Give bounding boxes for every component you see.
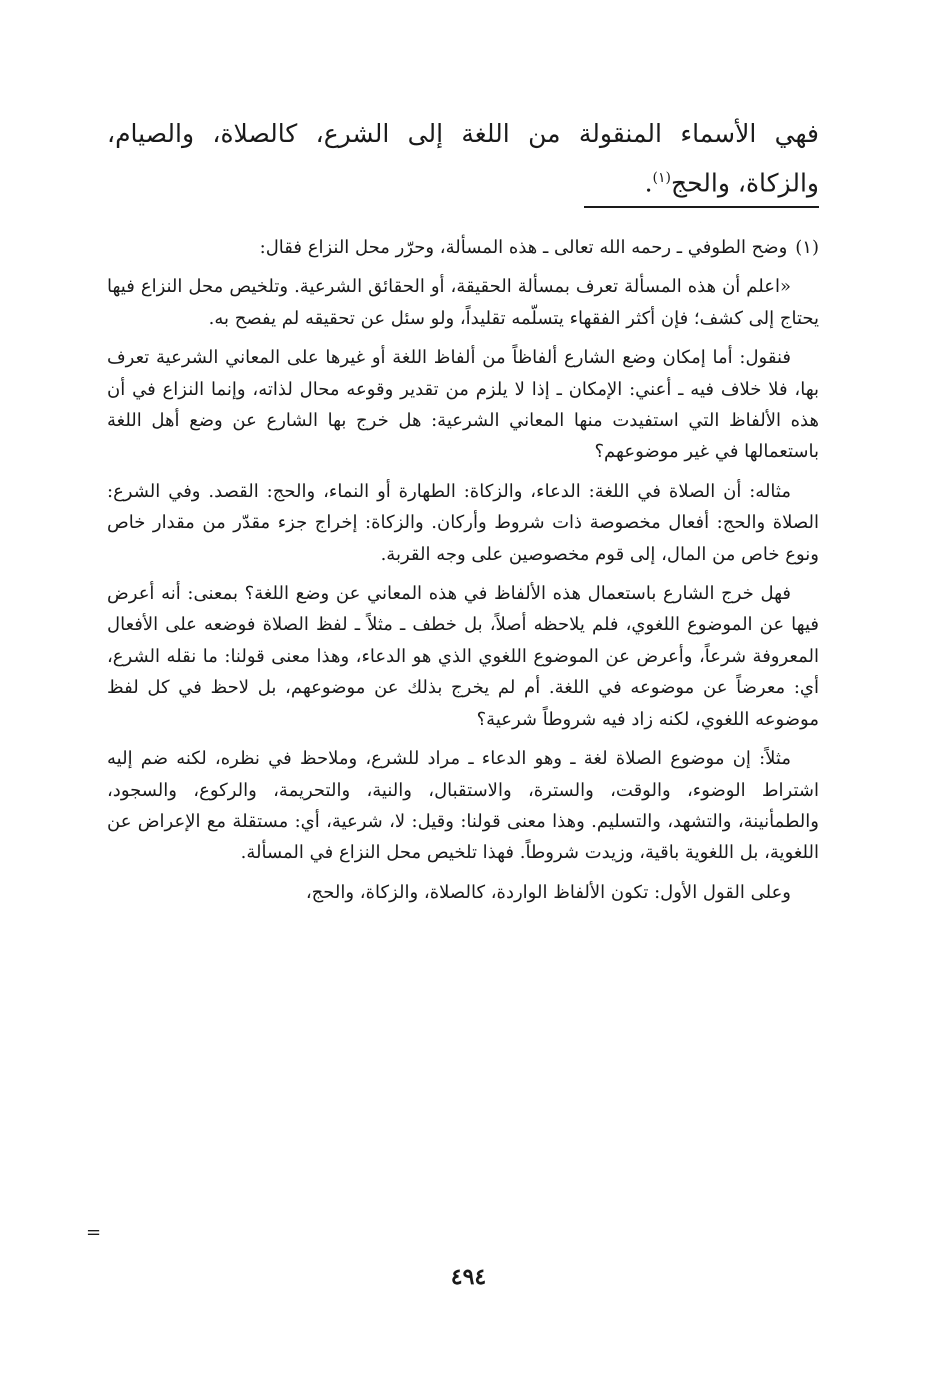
main-text-block: [107, 112, 819, 205]
continuation-mark: =: [86, 1222, 102, 1243]
footnote-paragraph-4: فهل خرج الشارع باستعمال هذه الألفاظ في هذه المعاني عن وضع اللغة؟ بمعنى: أنه أعرض فيها عن الموضوع اللغوي، فلم يلاحظه أصلاً، بل خطف ـ مثلاً ـ لفظ الصلاة فوضعه على الأفعال المعروفة شرعاً، وأعرض عن الموضوع اللغوي الذي هو الدعاء، وهذا معنى قولنا: ما نقله الشرع، أي: معرضاً عن موضوعه في اللغة. أم لم يخرج بذلك عن موضوعهم، بل لاحظ في كل لفظ موضوعه اللغوي، لكنه زاد فيه شروطاً شرعية؟: [107, 583, 819, 730]
footnote-intro-line: [107, 232, 819, 263]
footnote-paragraph-3: مثاله: أن الصلاة في اللغة: الدعاء، والزكاة: الطهارة أو النماء، والحج: القصد. وفي الشرع: الصلاة والحج: أفعال مخصوصة ذات شروط وأركان. والزكاة: إخراج جزء مقدّر من مقدار خاص ونوع خاص من المال، إلى قوم مخصوصين على وجه القربة.: [107, 480, 819, 565]
footnote-marker: (١): [795, 237, 819, 258]
footnote-reference: (١): [652, 170, 672, 186]
page-number: ٤٩٤: [450, 1264, 487, 1290]
footnote-paragraph-5: مثلاً: إن موضوع الصلاة لغة ـ وهو الدعاء ـ مراد للشرع، وملاحظ في نظره، لكنه ضم إليه اشتراط الوضوء، والوقت، والسترة، والاستقبال، والنية، والتحريمة، والركوع، والسجود، والطمأنينة، والتشهد، والتسليم. وهذا معنى قولنا: وقيل: لا، شرعية، أي: مستقلة مع الإعراض عن اللغوية، بل اللغوية باقية، وزيدت شروطاً. فهذا تلخيص محل النزاع في المسألة.: [107, 748, 819, 864]
footnote-paragraph-2: فنقول: أما إمكان وضع الشارع ألفاظاً من ألفاظ اللغة أو غيرها على المعاني الشرعية تعرف بها، فلا خلاف فيه ـ أعني: الإمكان ـ إذا لا يلزم من تقدير وقوعه محال لذاته، وإنما النزاع في أن هذه الألفاظ التي استفيدت منها المعاني الشرعية: هل خرج بها الشارع عن وضع أهل اللغة باستعمالها في غير موضوعهم؟: [107, 347, 819, 463]
main-paragraph: [107, 112, 819, 205]
footnote-paragraph-1: «اعلم أن هذه المسألة تعرف بمسألة الحقيقة، أو الحقائق الشرعية. وتلخيص محل النزاع فيها يحتاج إلى كشف؛ فإن أكثر الفقهاء يتسلّمه تقليداً، ولو سئل عن تحقيقه لم يفصح به.: [107, 276, 819, 329]
footnote-block: [107, 232, 819, 916]
footnote-paragraph-6: وعلى القول الأول: تكون الألفاظ الواردة، كالصلاة، والزكاة، والحج،: [305, 881, 791, 903]
footnote-divider: [584, 206, 819, 208]
footnote-intro: وضح الطوفي ـ رحمه الله تعالى ـ هذه المسألة، وحرّر محل النزاع فقال:: [259, 237, 788, 258]
main-text: فهي الأسماء المنقولة من اللغة إلى الشرع، كالصلاة، والصيام، والزكاة، والحج: [107, 119, 819, 198]
main-end: .: [644, 168, 653, 198]
